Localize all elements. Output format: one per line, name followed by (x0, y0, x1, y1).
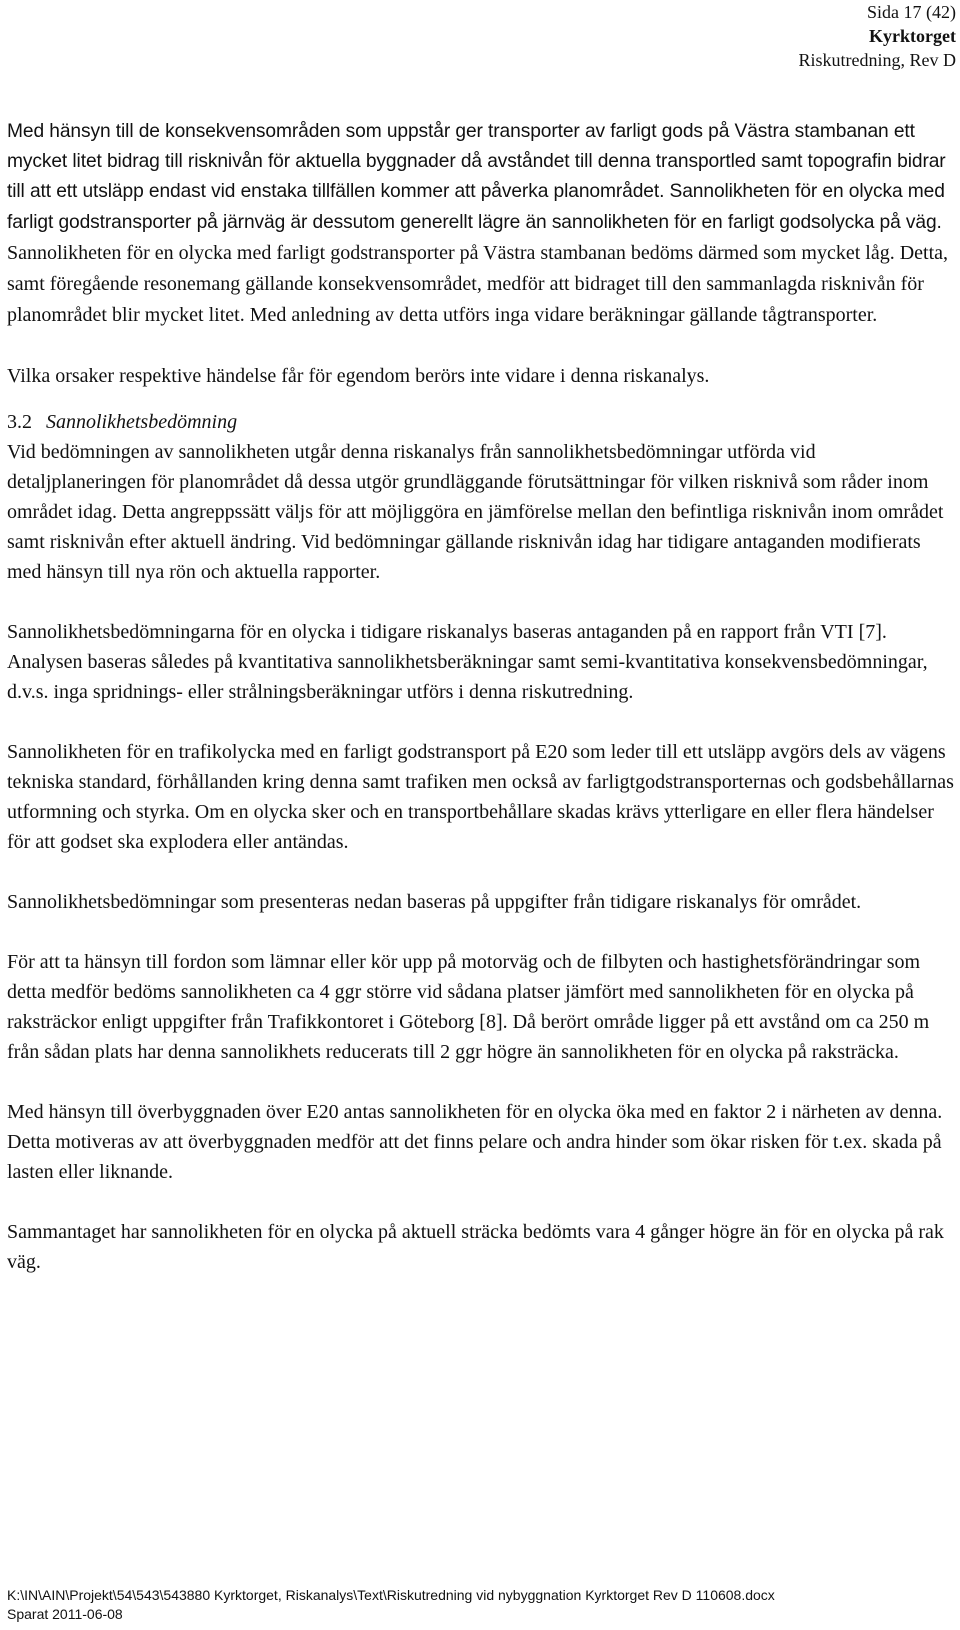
paragraph-property-damage: Vilka orsaker respektive händelse får för egendom berörs inte vidare i denna riskanalys. (7, 365, 710, 387)
section-title: Sannolikhetsbedömning (46, 411, 238, 433)
saved-date: Sparat 2011-06-08 (7, 1606, 123, 1622)
paragraph-probability-assessment: Vid bedömningen av sannolikheten utgår denna riskanalys från sannolikhetsbedömningar utförda vid detaljplaneringen för planområdet då dessa utgör grundläggande förutsättningar för vilken risknivå som råder inom området idag. Detta angreppssätt väljs för att möjliggöra en jämförelse mellan den befintliga risknivån inom området samt risknivån efter aktuell ändring. Vid bedömningar gällande risknivån idag har tidigare antaganden modifierats med hänsyn till nya rön och aktuella rapporter. (7, 441, 944, 583)
paragraph-previous-analysis: Sannolikhetsbedömningar som presenteras nedan baseras på uppgifter från tidigare riskanalys för området. (7, 891, 862, 913)
page-footer (7, 1586, 957, 1624)
page-number: Sida 17 (42) (867, 2, 956, 22)
paragraph-e20-accident: Sannolikheten för en trafikolycka med en farligt godstransport på E20 som leder till ett utsläpp avgörs dels av vägens tekniska standard, förhållanden kring denna samt trafiken men också av farligtgodstransporternas och godsbehållarnas utformning och styrka. Om en olycka sker och en transportbehållare skadas krävs ytterligare en eller flera händelser för att godset ska explodera eller antändas. (7, 741, 954, 853)
page-header (799, 0, 957, 72)
paragraph-summary: Sammantaget har sannolikheten för en olycka på aktuell sträcka bedömts vara 4 gånger högre än för en olycka på rak väg. (7, 1221, 944, 1273)
paragraph-vti-report: Sannolikhetsbedömningarna för en olycka i tidigare riskanalys baseras antaganden på en rapport från VTI [7]. Analysen baseras således på kvantitativa sannolikhetsberäkningar samt semi-kvantitativa konsekvensbedömningar, d.v.s. inga spridnings- eller strålningsberäkningar utförs i denna riskutredning. (7, 621, 928, 703)
paragraph-railway-risk-serif-text: Sannolikheten för en olycka med farligt godstransporter på Västra stambanan bedöms därmed som mycket låg. Detta, samt föregående resonemang gällande konsekvensområdet, medför att bidraget till den sammanlagda risknivån för planområdet blir mycket litet. Med anledning av detta utförs inga vidare beräkningar gällande tågtransporter. (7, 242, 949, 326)
section-heading (7, 407, 955, 437)
paragraph-lane-changes: För att ta hänsyn till fordon som lämnar eller kör upp på motorväg och de filbyten och hastighetsförändringar som detta medför bedöms sannolikheten ca 4 ggr större vid sådana platser jämfört med sannolikheten för en olycka på raksträckor enligt uppgifter från Trafikkontoret i Göteborg [8]. Då berört område ligger på ett avstånd om ca 250 m från sådan plats har denna sannolikhets reducerats till 2 ggr högre än sannolikheten för en olycka på raksträcka. (7, 951, 930, 1063)
document-title: Riskutredning, Rev D (798, 50, 956, 70)
paragraph-overbuilding: Med hänsyn till överbyggnaden över E20 antas sannolikheten för en olycka öka med en faktor 2 i närheten av denna. Detta motiveras av att överbyggnaden medför att det finns pelare och andra hinder som ökar risken för t.ex. skada på lasten eller liknande. (7, 1101, 943, 1183)
paragraph-railway-risk-sans-text: Med hänsyn till de konsekvensområden som uppstår ger transporter av farligt gods på Västra stambanan ett mycket litet bidrag till risknivån för aktuella byggnader då avståndet till denna transportled samt topografin bidrar till att ett utsläpp endast vid enstaka tillfällen kommer att påverka planområdet. Sannolikheten för en olycka med farligt godstransporter på järnväg är dessutom generellt lägre än sannolikheten för en farligt godsolycka på väg. (7, 121, 946, 233)
paragraph-railway-risk (7, 117, 955, 331)
project-name: Kyrktorget (869, 26, 956, 46)
file-path: K:\IN\AIN\Projekt\54\543\543880 Kyrktorget, Riskanalys\Text\Riskutredning vid nybyggnation Kyrktorget Rev D 110608.docx (7, 1587, 775, 1603)
section-number: 3.2 (7, 411, 32, 433)
document-body (7, 117, 955, 1277)
